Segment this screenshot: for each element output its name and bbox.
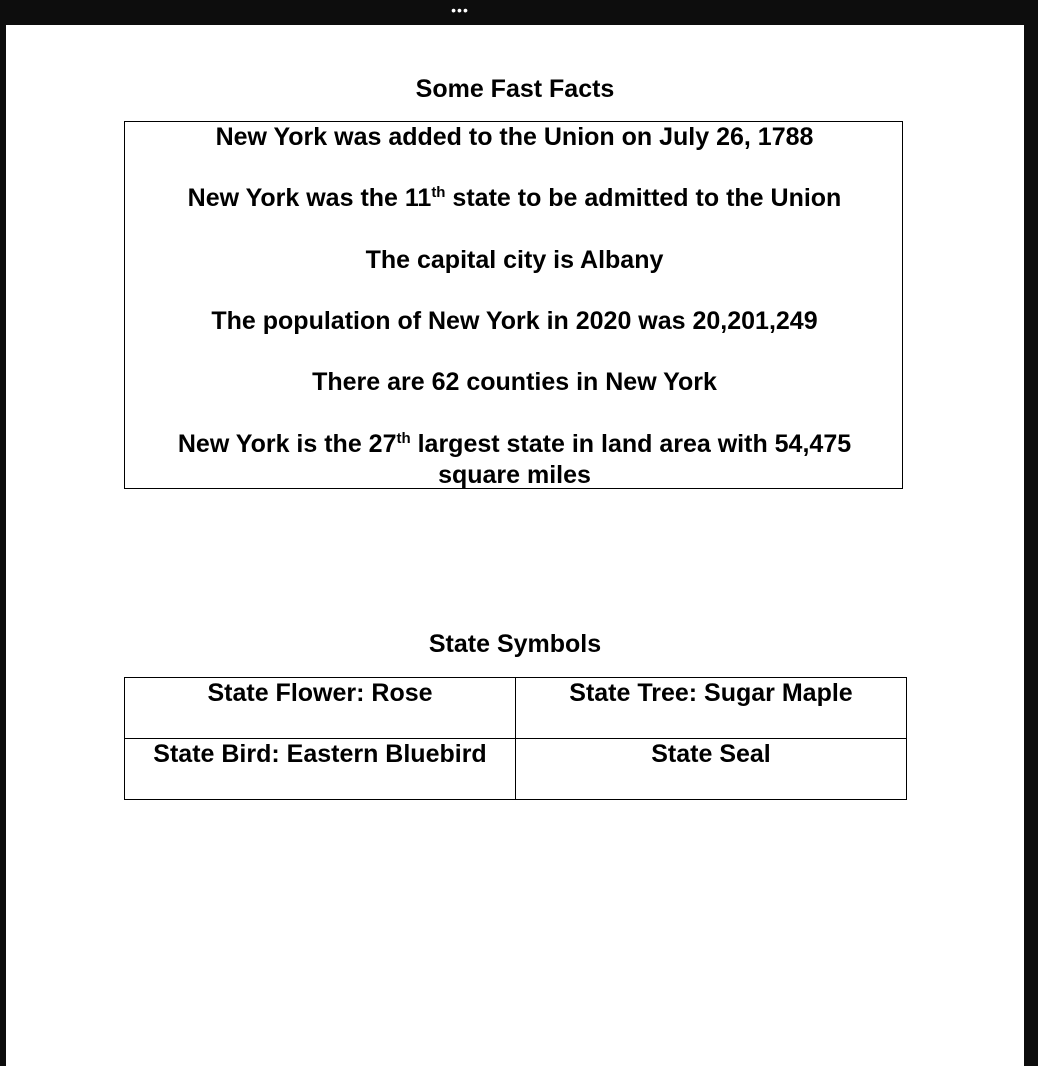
fact-item: The population of New York in 2020 was 20,201,249 xyxy=(211,307,818,335)
fast-facts-heading: Some Fast Facts xyxy=(415,75,615,103)
state-tree-cell: State Tree: Sugar Maple xyxy=(516,678,907,739)
table-row xyxy=(125,739,907,800)
fast-facts-box xyxy=(124,121,903,489)
state-bird-cell: State Bird: Eastern Bluebird xyxy=(125,739,516,800)
state-symbols-table xyxy=(124,677,907,800)
fact-item: There are 62 counties in New York xyxy=(312,368,717,396)
fact-item: New York was added to the Union on July 26, 1788 xyxy=(215,123,814,151)
document-page xyxy=(6,25,1024,1066)
fact-item: New York was the 11th state to be admitted to the Union xyxy=(187,184,842,212)
state-flower-cell: State Flower: Rose xyxy=(125,678,516,739)
top-bar xyxy=(0,0,1038,25)
state-seal-cell: State Seal xyxy=(516,739,907,800)
more-horizontal-icon[interactable]: ••• xyxy=(451,2,469,18)
right-edge-bar xyxy=(1024,25,1038,1066)
fact-item: The capital city is Albany xyxy=(365,246,664,274)
table-row xyxy=(125,678,907,739)
fact-item: New York is the 27th largest state in land area with 54,475 square miles xyxy=(177,430,852,489)
state-symbols-heading: State Symbols xyxy=(428,630,602,658)
